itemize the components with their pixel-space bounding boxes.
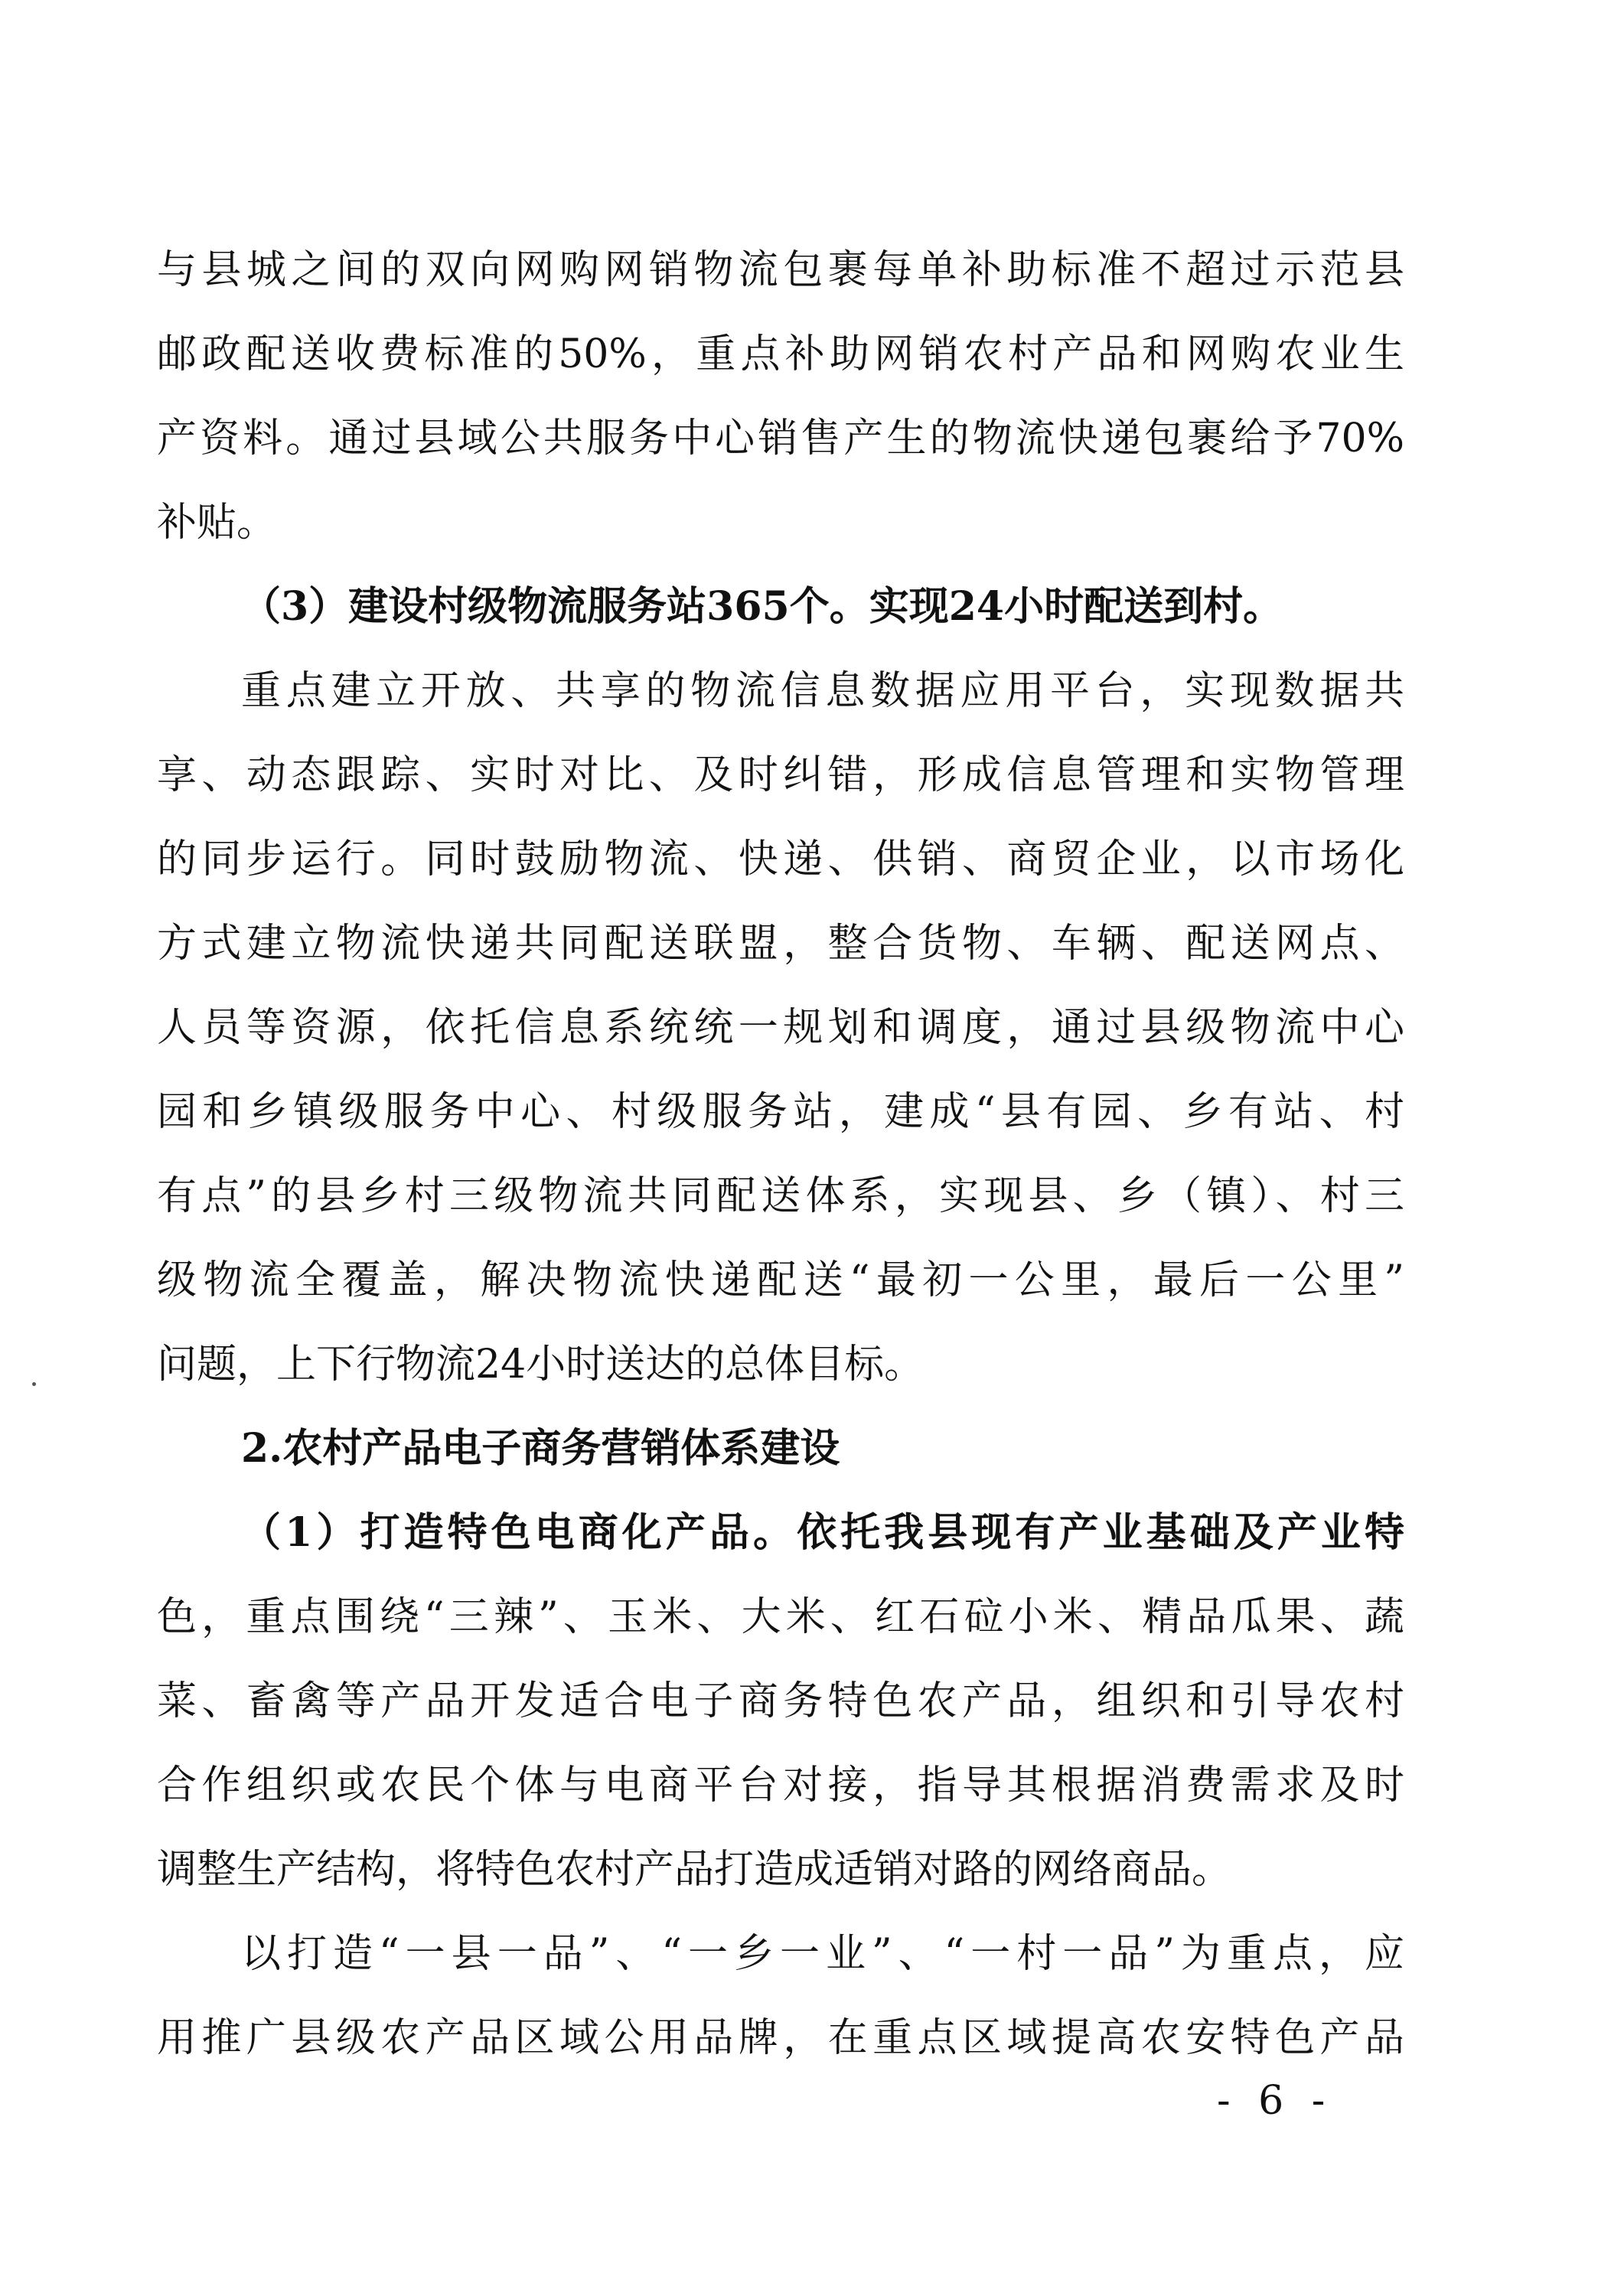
text-line: 园和乡镇级服务中心、村级服务站，建成“县有园、乡有站、村 [157,1089,1404,1135]
text-line: 产资料。通过县域公共服务中心销售产生的物流快递包裹给予70% [157,416,1404,461]
text-line: 的同步运行。同时鼓励物流、快递、供销、商贸企业，以市场化 [157,837,1404,882]
text-line: 调整生产结构，将特色农村产品打造成适销对路的网络商品。 [157,1847,1232,1893]
page-number: - 6 - [1217,2078,1333,2124]
text-line: 方式建立物流快递共同配送联盟，整合货物、车辆、配送网点、 [157,921,1404,967]
subheading-3-text: （3）建设村级物流服务站365个。实现24小时配送到村。 [241,583,1283,630]
subheading-1: （1）打造特色电商化产品。依托我县现有产业基础及产业特 [241,1509,1404,1556]
text-line: 人员等资源，依托信息系统统一规划和调度，通过县级物流中心 [157,1005,1404,1051]
text-line: 补贴。 [157,500,277,546]
text-line: 级物流全覆盖，解决物流快递配送“最初一公里，最后一公里” [157,1257,1404,1303]
text-line: 问题，上下行物流24小时送达的总体目标。 [157,1342,925,1388]
text-line: 享、动态跟踪、实时对比、及时纠错，形成信息管理和实物管理 [157,752,1404,798]
text-line: 色，重点围绕“三辣”、玉米、大米、红石砬小米、精品瓜果、蔬 [157,1594,1404,1640]
text-line: 邮政配送收费标准的50%，重点补助网销农村产品和网购农业生 [157,331,1404,377]
text-line: 与县城之间的双向网购网销物流包裹每单补助标准不超过示范县 [157,247,1404,293]
text-line: 菜、畜禽等产品开发适合电子商务特色农产品，组织和引导农村 [157,1678,1404,1724]
text-line: 用推广县级农产品区域公用品牌，在重点区域提高农安特色产品 [157,2015,1404,2061]
text-line: 以打造“一县一品”、“一乡一业”、“一村一品”为重点，应 [241,1931,1404,1977]
scan-speck [32,1382,36,1386]
subheading-3 [241,565,1404,649]
section-heading: 2.农村产品电子商务营销体系建设 [241,1425,840,1472]
text-line: 重点建立开放、共享的物流信息数据应用平台，实现数据共 [241,668,1404,714]
text-line: 合作组织或农民个体与电商平台对接，指导其根据消费需求及时 [157,1763,1404,1808]
text-line: 有点”的县乡村三级物流共同配送体系，实现县、乡（镇）、村三 [157,1173,1404,1219]
